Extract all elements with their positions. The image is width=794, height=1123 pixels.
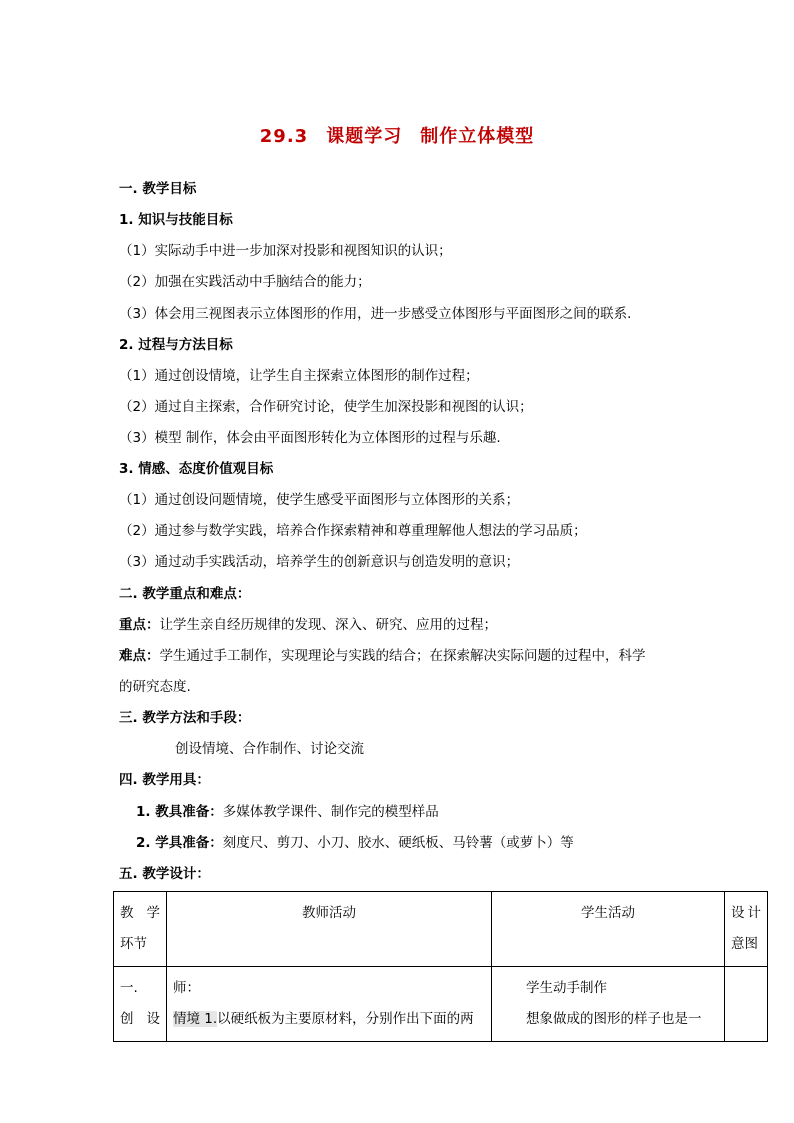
methods-text: 创设情境、合作制作、讨论交流 [175,741,364,757]
stage-char: 设 [146,1011,160,1027]
section-heading-key-points: 二. 教学重点和难点： [119,586,251,602]
teacher-tools-text: 多媒体教学课件、制作完的模型样品 [222,804,439,820]
section-heading-tools: 四. 教学用具： [119,772,210,788]
table-row [114,967,768,1042]
teaching-design-table [113,891,768,1042]
title-part2: 制作立体模型 [420,126,535,147]
teacher-tools-line [136,803,439,821]
student-tools-label: 2. 学具准备： [136,835,223,851]
header-intent-text: 意图 [731,936,758,952]
teacher-tools-label: 1. 教具准备： [136,804,223,820]
table-header-row [114,892,768,967]
header-stage-char: 教 [120,905,134,921]
header-student-activity: 学生活动 [492,892,725,967]
scenario-text: 以硬纸板为主要原材料，分别作出下面的两 [217,1011,474,1027]
subheading-process: 2. 过程与方法目标 [119,337,233,353]
stage-cell [114,967,167,1042]
student-tools-text: 刻度尺、剪刀、小刀、胶水、硬纸板、马铃薯（或萝卜）等 [222,835,574,851]
scenario-label: 情境 1. [173,1011,218,1027]
header-stage-cell [114,892,167,967]
student-activity-cell [492,967,725,1042]
teacher-label: 师： [173,980,200,996]
student-tools-line [136,834,574,852]
section-heading-objectives: 一. 教学目标 [119,181,197,197]
objective-item: （2）通过自主探索，合作研究讨论，使学生加深投影和视图的认识； [119,399,533,415]
objective-item: （2）通过参与数学实践，培养合作探索精神和尊重理解他人想法的学习品质； [119,523,587,539]
header-stage-char: 学 [146,905,160,921]
header-intent-cell [725,892,768,967]
header-intent-char: 设 [731,905,745,921]
header-intent-char: 计 [747,905,761,921]
stage-number: 一. [120,980,138,996]
stage-char: 创 [120,1011,134,1027]
objective-item: （1）通过创设情境，让学生自主探索立体图形的制作过程； [119,368,479,384]
intent-cell [725,967,768,1042]
objective-item: （2）加强在实践活动中手脑结合的能力； [119,274,371,290]
objective-item: （3）通过动手实践活动，培养学生的创新意识与创造发明的意识； [119,554,520,570]
title-part1: 课题学习 [326,126,403,147]
subheading-knowledge: 1. 知识与技能目标 [119,212,233,228]
objective-item: （3）模型 制作，体会由平面图形转化为立体图形的过程与乐趣. [119,430,501,446]
student-activity-text: 学生动手制作 [526,980,607,996]
page-title [0,122,794,148]
header-teacher-activity: 教师活动 [167,892,492,967]
header-stage-text: 环节 [120,936,147,952]
key-label: 重点： [119,617,160,633]
objective-item: （1）实际动手中进一步加深对投影和视图知识的认识； [119,243,452,259]
section-heading-methods: 三. 教学方法和手段： [119,710,251,726]
difficulty-line-continued: 的研究态度. [119,679,191,695]
difficulty-text: 学生通过手工制作，实现理论与实践的结合；在探索解决实际问题的过程中，科学 [159,648,646,664]
objective-item: （3）体会用三视图表示立体图形的作用，进一步感受立体图形与平面图形之间的联系. [119,306,632,322]
subheading-attitude: 3. 情感、态度价值观目标 [119,461,274,477]
difficulty-label: 难点： [119,648,160,664]
objective-item: （1）通过创设问题情境，使学生感受平面图形与立体图形的关系； [119,492,520,508]
difficulty-line [119,647,646,665]
teacher-activity-cell [167,967,492,1042]
key-text: 让学生亲自经历规律的发现、深入、研究、应用的过程； [159,617,497,633]
student-activity-text: 想象做成的图形的样子也是一 [526,1011,702,1027]
section-heading-design: 五. 教学设计： [119,866,210,882]
key-point-line [119,616,497,634]
title-number: 29.3 [259,126,309,147]
